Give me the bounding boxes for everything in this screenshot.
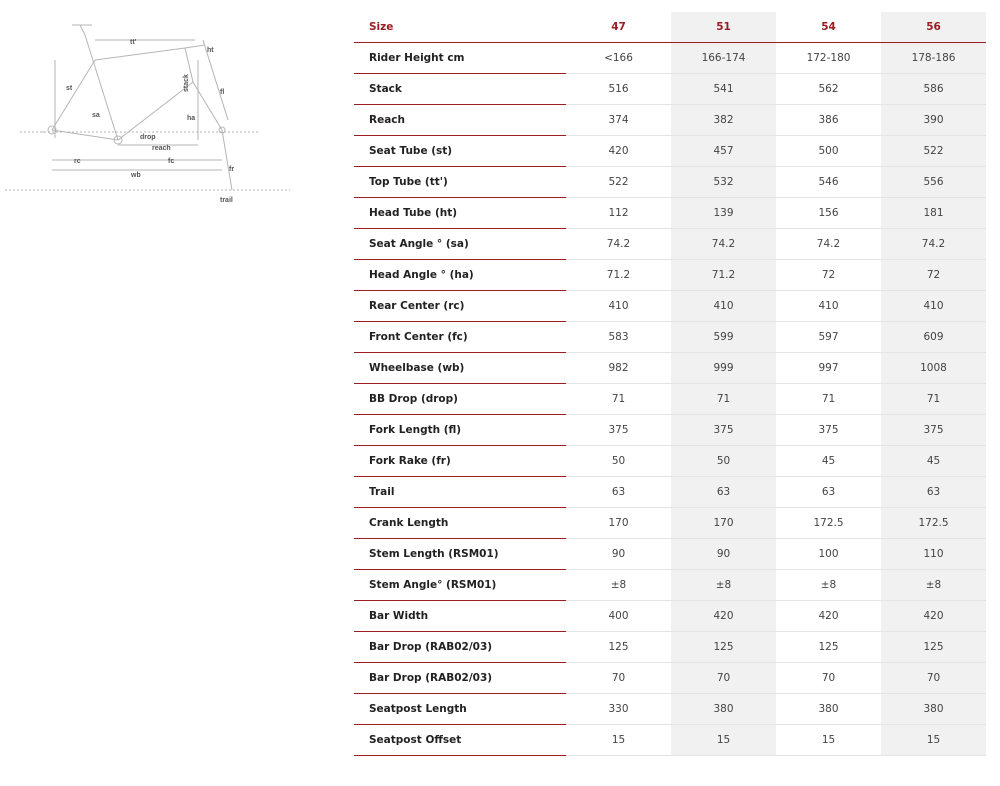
- cell-value: 586: [881, 74, 986, 105]
- cell-value: 139: [671, 198, 776, 229]
- size-col-header: 51: [671, 12, 776, 43]
- cell-value: 982: [566, 353, 671, 384]
- size-col-header: 47: [566, 12, 671, 43]
- cell-value: 170: [671, 508, 776, 539]
- cell-value: 380: [881, 694, 986, 725]
- cell-value: 90: [566, 539, 671, 570]
- cell-value: 522: [566, 167, 671, 198]
- cell-value: 70: [566, 663, 671, 694]
- cell-value: 522: [881, 136, 986, 167]
- cell-value: 375: [776, 415, 881, 446]
- seatpost-top: [80, 25, 85, 35]
- row-label: Reach: [354, 105, 566, 136]
- cell-value: 516: [566, 74, 671, 105]
- row-label: Rear Center (rc): [354, 291, 566, 322]
- size-col-header: 56: [881, 12, 986, 43]
- row-label: Seat Tube (st): [354, 136, 566, 167]
- row-label: Seatpost Offset: [354, 725, 566, 756]
- table-row: [354, 415, 986, 446]
- row-label: BB Drop (drop): [354, 384, 566, 415]
- cell-value: 156: [776, 198, 881, 229]
- label-rc: rc: [74, 158, 81, 165]
- label-trail: trail: [220, 197, 233, 204]
- cell-value: ±8: [881, 570, 986, 601]
- table-row: [354, 725, 986, 756]
- cell-value: 74.2: [566, 229, 671, 260]
- cell-value: 420: [776, 601, 881, 632]
- cell-value: 172.5: [881, 508, 986, 539]
- table-row: [354, 322, 986, 353]
- row-label: Seatpost Length: [354, 694, 566, 725]
- table-row: [354, 694, 986, 725]
- table-row: [354, 384, 986, 415]
- row-label: Stem Angle° (RSM01): [354, 570, 566, 601]
- cell-value: 74.2: [881, 229, 986, 260]
- cell-value: 63: [566, 477, 671, 508]
- cell-value: 597: [776, 322, 881, 353]
- cell-value: 172-180: [776, 43, 881, 74]
- steer-axis-line: [222, 130, 235, 190]
- cell-value: 546: [776, 167, 881, 198]
- row-label: Seat Angle ° (sa): [354, 229, 566, 260]
- cell-value: 556: [881, 167, 986, 198]
- cell-value: 532: [671, 167, 776, 198]
- row-label: Front Center (fc): [354, 322, 566, 353]
- cell-value: 382: [671, 105, 776, 136]
- cell-value: 125: [881, 632, 986, 663]
- table-row: [354, 136, 986, 167]
- cell-value: 410: [566, 291, 671, 322]
- size-col-header: 54: [776, 12, 881, 43]
- cell-value: 410: [671, 291, 776, 322]
- cell-value: 330: [566, 694, 671, 725]
- cell-value: 609: [881, 322, 986, 353]
- cell-value: 70: [671, 663, 776, 694]
- cell-value: 999: [671, 353, 776, 384]
- cell-value: 1008: [881, 353, 986, 384]
- table-row: [354, 632, 986, 663]
- cell-value: 70: [776, 663, 881, 694]
- table-row: [354, 167, 986, 198]
- cell-value: 45: [881, 446, 986, 477]
- label-tt: tt': [130, 39, 137, 46]
- cell-value: <166: [566, 43, 671, 74]
- geometry-table: [354, 12, 986, 756]
- table-row: [354, 477, 986, 508]
- cell-value: 375: [566, 415, 671, 446]
- cell-value: 178-186: [881, 43, 986, 74]
- cell-value: 50: [566, 446, 671, 477]
- cell-value: 71: [671, 384, 776, 415]
- cell-value: 125: [566, 632, 671, 663]
- table-row: [354, 353, 986, 384]
- table-body: [354, 43, 986, 756]
- cell-value: 380: [671, 694, 776, 725]
- table-row: [354, 508, 986, 539]
- label-sa: sa: [92, 112, 100, 119]
- row-label: Wheelbase (wb): [354, 353, 566, 384]
- row-label: Bar Width: [354, 601, 566, 632]
- cell-value: 110: [881, 539, 986, 570]
- cell-value: 374: [566, 105, 671, 136]
- row-label: Stem Length (RSM01): [354, 539, 566, 570]
- table-row: [354, 74, 986, 105]
- cell-value: 583: [566, 322, 671, 353]
- table-row: [354, 260, 986, 291]
- cell-value: 125: [776, 632, 881, 663]
- label-ha: ha: [187, 115, 196, 122]
- cell-value: 63: [671, 477, 776, 508]
- row-label: Rider Height cm: [354, 43, 566, 74]
- cell-value: 125: [671, 632, 776, 663]
- row-label: Fork Rake (fr): [354, 446, 566, 477]
- cell-value: 71: [566, 384, 671, 415]
- cell-value: 400: [566, 601, 671, 632]
- cell-value: 74.2: [671, 229, 776, 260]
- row-label: Fork Length (fl): [354, 415, 566, 446]
- row-label: Trail: [354, 477, 566, 508]
- cell-value: ±8: [566, 570, 671, 601]
- cell-value: 71.2: [566, 260, 671, 291]
- cell-value: 181: [881, 198, 986, 229]
- cell-value: 74.2: [776, 229, 881, 260]
- cell-value: 15: [776, 725, 881, 756]
- cell-value: 71.2: [671, 260, 776, 291]
- cell-value: ±8: [776, 570, 881, 601]
- label-fl: fl: [220, 89, 225, 96]
- size-header: Size: [354, 12, 566, 43]
- frame-geometry-diagram: [0, 0, 300, 210]
- row-label: Head Angle ° (ha): [354, 260, 566, 291]
- table-header-row: [354, 12, 986, 43]
- table-row: [354, 570, 986, 601]
- cell-value: 70: [881, 663, 986, 694]
- row-label: Bar Drop (RAB02/03): [354, 632, 566, 663]
- label-stack: stack: [183, 74, 190, 92]
- cell-value: 386: [776, 105, 881, 136]
- seat-tube: [85, 35, 118, 140]
- cell-value: 380: [776, 694, 881, 725]
- table-row: [354, 198, 986, 229]
- cell-value: 410: [881, 291, 986, 322]
- table-row: [354, 43, 986, 74]
- seat-stay: [52, 60, 95, 130]
- cell-value: 541: [671, 74, 776, 105]
- bike-frame-drawing: [0, 0, 300, 210]
- cell-value: 63: [776, 477, 881, 508]
- cell-value: 562: [776, 74, 881, 105]
- cell-value: 170: [566, 508, 671, 539]
- table-row: [354, 291, 986, 322]
- table-row: [354, 446, 986, 477]
- cell-value: 15: [566, 725, 671, 756]
- cell-value: 375: [671, 415, 776, 446]
- cell-value: 500: [776, 136, 881, 167]
- row-label: Crank Length: [354, 508, 566, 539]
- cell-value: ±8: [671, 570, 776, 601]
- cell-value: 420: [671, 601, 776, 632]
- cell-value: 90: [671, 539, 776, 570]
- table-row: [354, 601, 986, 632]
- cell-value: 45: [776, 446, 881, 477]
- cell-value: 63: [881, 477, 986, 508]
- cell-value: 420: [566, 136, 671, 167]
- label-reach: reach: [152, 145, 171, 152]
- cell-value: 410: [776, 291, 881, 322]
- row-label: Top Tube (tt'): [354, 167, 566, 198]
- label-wb: wb: [131, 172, 141, 179]
- table-row: [354, 539, 986, 570]
- cell-value: 420: [881, 601, 986, 632]
- table-row: [354, 105, 986, 136]
- cell-value: 15: [671, 725, 776, 756]
- down-tube: [118, 82, 196, 140]
- cell-value: 50: [671, 446, 776, 477]
- cell-value: 599: [671, 322, 776, 353]
- table-row: [354, 663, 986, 694]
- cell-value: 15: [881, 725, 986, 756]
- cell-value: 72: [776, 260, 881, 291]
- label-fr: fr: [229, 166, 235, 173]
- label-fc: fc: [168, 158, 175, 165]
- cell-value: 71: [881, 384, 986, 415]
- cell-value: 390: [881, 105, 986, 136]
- label-ht: ht: [207, 47, 214, 54]
- label-drop: drop: [140, 134, 156, 141]
- label-st: st: [66, 85, 73, 92]
- cell-value: 997: [776, 353, 881, 384]
- row-label: Stack: [354, 74, 566, 105]
- row-label: Head Tube (ht): [354, 198, 566, 229]
- cell-value: 172.5: [776, 508, 881, 539]
- cell-value: 112: [566, 198, 671, 229]
- stem: [185, 45, 205, 48]
- cell-value: 72: [881, 260, 986, 291]
- cell-value: 457: [671, 136, 776, 167]
- row-label: Bar Drop (RAB02/03): [354, 663, 566, 694]
- table-row: [354, 229, 986, 260]
- cell-value: 375: [881, 415, 986, 446]
- top-tube: [95, 48, 185, 60]
- cell-value: 100: [776, 539, 881, 570]
- cell-value: 166-174: [671, 43, 776, 74]
- cell-value: 71: [776, 384, 881, 415]
